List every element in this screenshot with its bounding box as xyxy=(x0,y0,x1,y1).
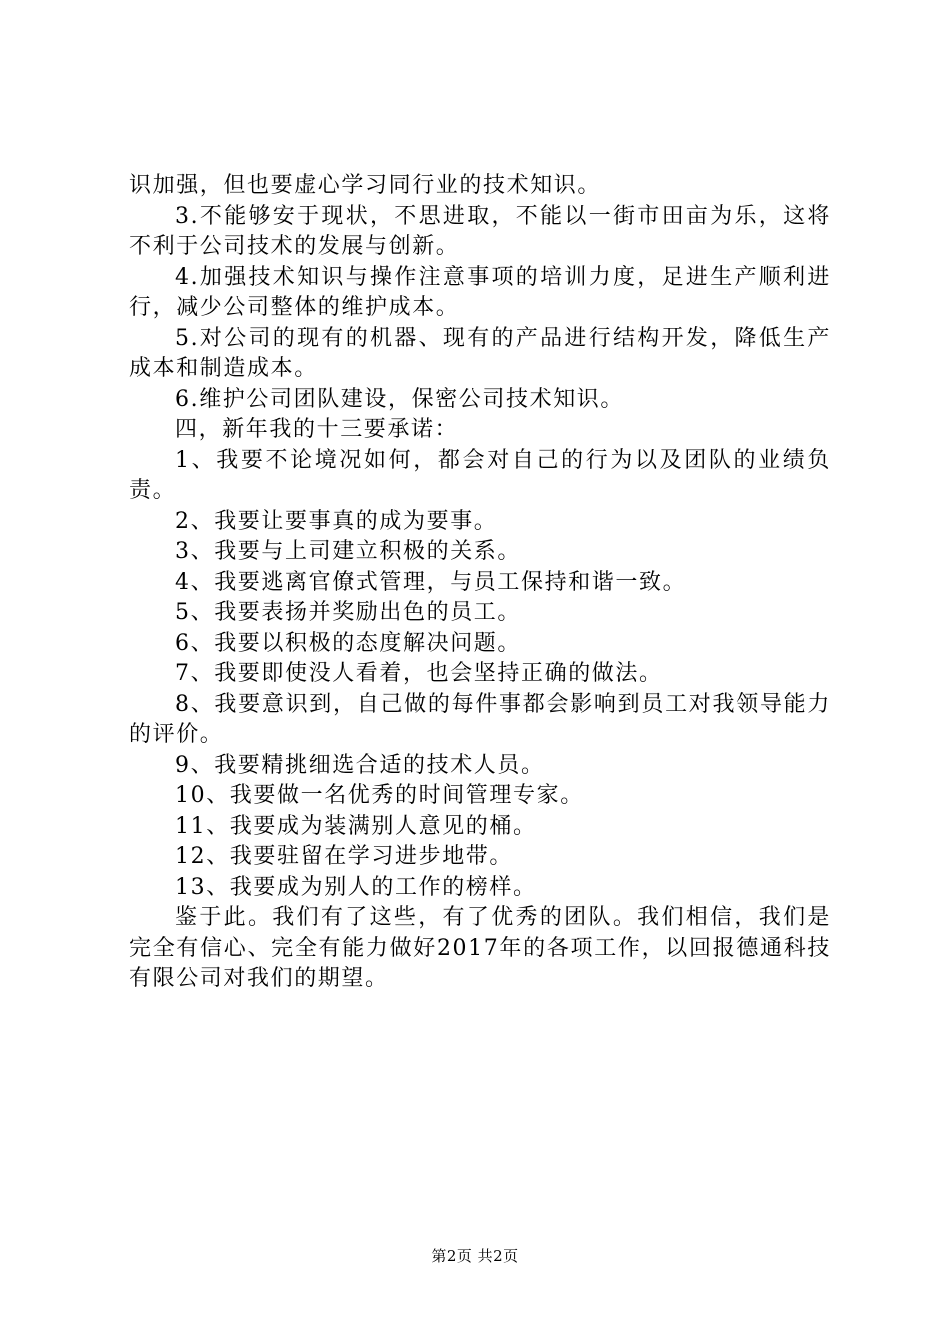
page-footer: 第2页 共2页 xyxy=(431,1247,519,1265)
promise-item-2: 2、我要让要事真的成为要事。 xyxy=(175,508,498,534)
paragraph-item-4: 4.加强技术知识与操作注意事项的培训力度，足进生产顺利进行，减少公司整体的维护成本。 xyxy=(129,264,831,320)
promise-item-1: 1、我要不论境况如何，都会对自己的行为以及团队的业绩负责。 xyxy=(129,447,831,503)
paragraph-item-3: 3.不能够安于现状，不思进取，不能以一街市田亩为乐，这将不利于公司技术的发展与创新。 xyxy=(129,203,831,259)
section-heading-four: 四，新年我的十三要承诺： xyxy=(175,417,459,442)
closing-paragraph: 鉴于此。我们有了这些，有了优秀的团队。我们相信，我们是完全有信心、完全有能力做好2017年的各项工作，以回报德通科技有限公司对我们的期望。 xyxy=(129,905,831,991)
promise-item-5: 5、我要表扬并奖励出色的员工。 xyxy=(175,600,521,625)
promise-item-12: 12、我要驻留在学习进步地带。 xyxy=(175,844,513,869)
promise-item-3: 3、我要与上司建立积极的关系。 xyxy=(175,539,521,564)
promise-item-6: 6、我要以积极的态度解决问题。 xyxy=(175,630,521,656)
promise-item-10: 10、我要做一名优秀的时间管理专家。 xyxy=(175,783,584,808)
promise-item-11: 11、我要成为装满别人意见的桶。 xyxy=(175,813,537,839)
promise-item-9: 9、我要精挑细选合适的技术人员。 xyxy=(175,752,545,778)
document-body xyxy=(129,171,831,995)
paragraph-item-5: 5.对公司的现有的机器、现有的产品进行结构开发，降低生产成本和制造成本。 xyxy=(129,325,831,381)
promise-item-4: 4、我要逃离官僚式管理，与员工保持和谐一致。 xyxy=(175,569,687,595)
promise-item-13: 13、我要成为别人的工作的榜样。 xyxy=(175,874,537,900)
promise-item-8: 8、我要意识到，自己做的每件事都会影响到员工对我领导能力的评价。 xyxy=(129,691,831,747)
paragraph-item-6: 6.维护公司团队建设，保密公司技术知识。 xyxy=(175,386,624,412)
paragraph-continuation: 识加强，但也要虚心学习同行业的技术知识。 xyxy=(129,173,602,198)
promise-item-7: 7、我要即使没人看着，也会坚持正确的做法。 xyxy=(175,661,663,686)
